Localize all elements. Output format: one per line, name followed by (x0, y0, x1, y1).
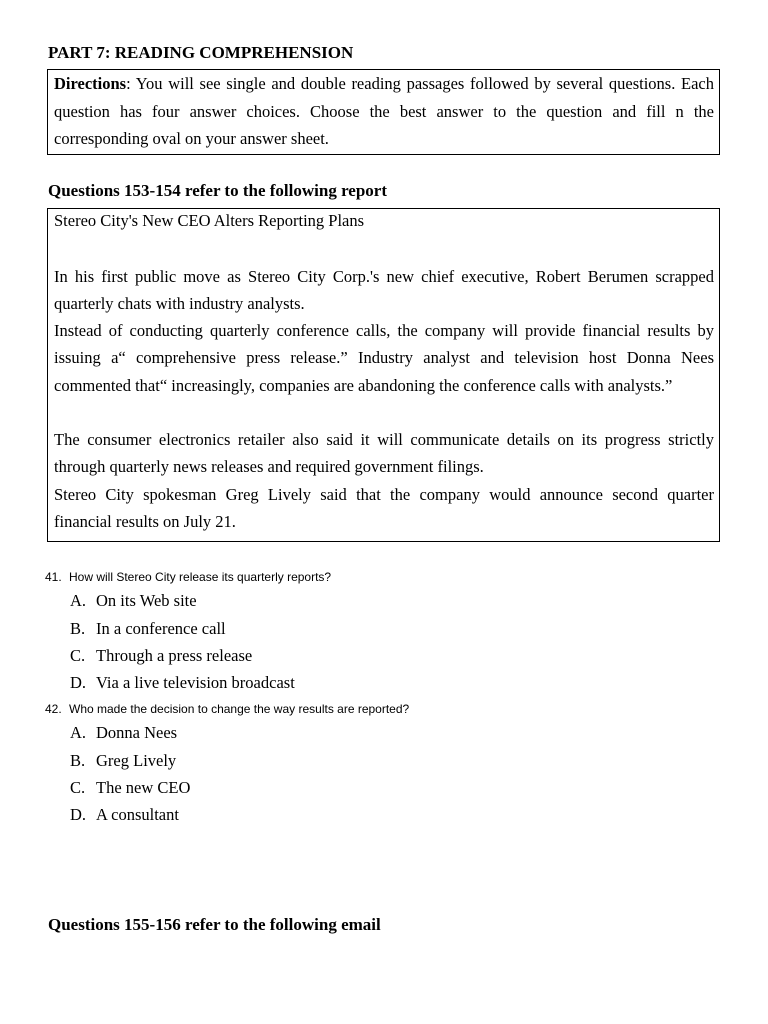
option-letter: C. (70, 646, 86, 665)
answer-option[interactable] (70, 751, 176, 771)
section-heading-153-154: Questions 153-154 refer to the following report (48, 181, 388, 200)
answer-option[interactable] (70, 778, 190, 798)
option-letter: C. (70, 778, 86, 797)
option-text: A consultant (96, 805, 179, 824)
option-text: The new CEO (96, 778, 191, 797)
question-42 (45, 702, 409, 716)
question-number: 41. (45, 570, 62, 584)
option-letter: A. (70, 591, 87, 610)
answer-option[interactable] (70, 646, 252, 666)
question-text: How will Stereo City release its quarterly reports? (69, 570, 332, 584)
question-text: Who made the decision to change the way results are reported? (69, 702, 410, 716)
page-title: PART 7: READING COMPREHENSION (48, 43, 354, 62)
directions-text (54, 70, 714, 153)
option-text: Greg Lively (96, 751, 177, 770)
report-paragraph: The consumer electronics retailer also said it will communicate details on its progress strictly through quarterly news releases and required government filings. (54, 430, 714, 477)
section-heading-155-156: Questions 155-156 refer to the following email (48, 915, 381, 934)
report-paragraph: Instead of conducting quarterly conference calls, the company will provide financial results by issuing a“ comprehensive press release.” Industry analyst and television host Donna Nees commented that“ increasingly, companies are abandoning the conference calls with analysts.” (54, 321, 714, 395)
option-text: On its Web site (96, 591, 197, 610)
answer-option[interactable] (70, 805, 179, 825)
option-letter: A. (70, 723, 87, 742)
directions-body: : You will see single and double reading passages followed by several questions. Each question has four answer choices. Choose the best answer to the question and fill n the corresponding oval on your answer sheet. (54, 74, 714, 148)
option-letter: B. (70, 619, 86, 638)
option-letter: D. (70, 673, 87, 692)
question-41 (45, 570, 331, 584)
answer-option[interactable] (70, 591, 197, 611)
answer-option[interactable] (70, 673, 295, 693)
answer-option[interactable] (70, 723, 177, 743)
report-box (47, 208, 720, 542)
option-text: Through a press release (96, 646, 253, 665)
directions-label: Directions (54, 74, 127, 93)
option-text: In a conference call (96, 619, 226, 638)
option-text: Donna Nees (96, 723, 178, 742)
option-letter: B. (70, 751, 86, 770)
question-number: 42. (45, 702, 62, 716)
answer-option[interactable] (70, 619, 226, 639)
report-paragraph: In his first public move as Stereo City Corp.'s new chief executive, Robert Berumen scrapped quarterly chats with industry analysts. (54, 267, 714, 314)
report-paragraph: Stereo City spokesman Greg Lively said that the company would announce second quarter financial results on July 21. (54, 485, 714, 532)
option-text: Via a live television broadcast (96, 673, 295, 692)
option-letter: D. (70, 805, 87, 824)
directions-box (47, 69, 720, 155)
report-title: Stereo City's New CEO Alters Reporting Plans (54, 211, 365, 230)
